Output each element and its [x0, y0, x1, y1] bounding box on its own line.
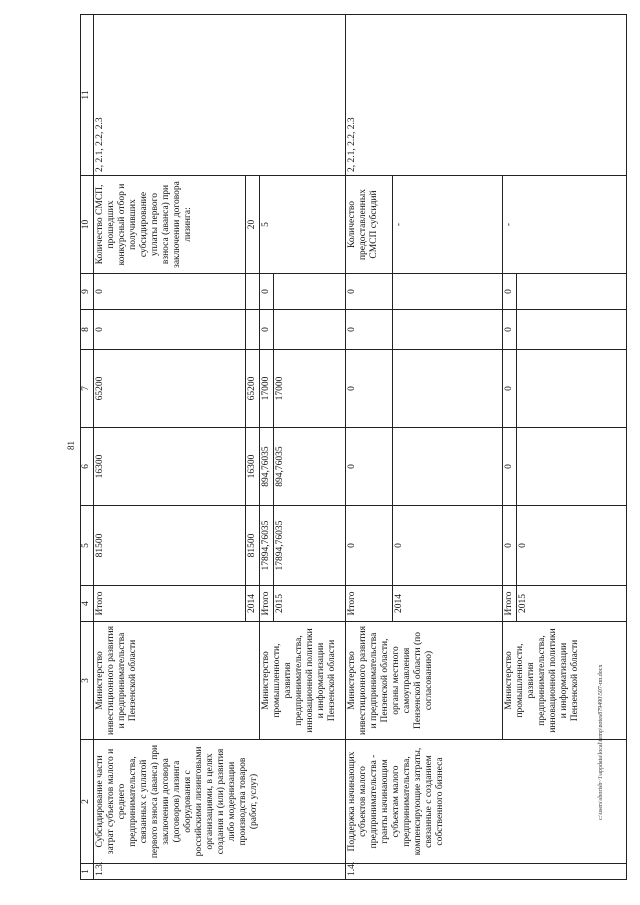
header-cell: 7 [81, 350, 94, 428]
amount-regional: 0 [346, 350, 393, 428]
amount-other: 0 [346, 274, 393, 310]
header-cell: 9 [81, 274, 94, 310]
header-cell: 1 [81, 864, 94, 880]
header-cell: 10 [81, 176, 94, 274]
indicator-cell: Количество СМСП, прошедших конкурсный отбор и получивших субсидирование уплаты первого взноса (аванса) при заключении договора лизинга: [94, 176, 246, 274]
amount-federal: 0 [503, 428, 517, 506]
amount-total: 0 [393, 506, 503, 586]
amount-federal [393, 428, 503, 506]
amount-federal: 16300 [246, 428, 260, 506]
executor-cell: Министерство инвестиционного развития и предпринимательства Пензенской области, органы местного самоуправления Пензенской области (по согласованию) [346, 622, 503, 740]
measure-cell: Субсидирование части затрат субъектов малого и среднего предпринимательства, связанных с уплатой первого взноса (аванса) при заключении договора (договоров) лизинга оборудования с российскими лизинговыми организациями, в целях создания и (или) развития либо модернизации производства товаров (работ, услуг) [94, 740, 346, 864]
amount-local: 0 [94, 310, 246, 350]
year-cell: 2014 [393, 586, 503, 622]
header-cell: 5 [81, 506, 94, 586]
amount-total: 0 [346, 506, 393, 586]
amount-local [393, 310, 503, 350]
indicator-refs: 2, 2.1, 2.2, 2.3 [346, 15, 627, 176]
amount-federal: 16300 [94, 428, 246, 506]
amount-regional: 0 [503, 350, 517, 428]
table-row [94, 15, 246, 880]
header-cell: 2 [81, 740, 94, 864]
indicator-value: 5 [260, 176, 346, 274]
file-path-footer: c:\users\sborisb~1\appdata\local\temp\notes879490\507-пп.docx [598, 664, 604, 820]
amount-other [517, 274, 627, 310]
item-number: 1.4. [346, 864, 627, 880]
executor-cell: Министерство промышленности, развития предпринимательства, инновационной политики и информатизации Пензенской области [503, 622, 627, 740]
amount-federal [517, 428, 627, 506]
indicator-cell: Количество предоставленных СМСП субсидий [346, 176, 393, 274]
table-row [346, 15, 393, 880]
year-cell: Итого [346, 586, 393, 622]
year-cell: 2014 [246, 586, 260, 622]
executor-cell: Министерство промышленности, развития предпринимательства, инновационной политики и информатизации Пензенской области [260, 622, 346, 740]
amount-other [274, 274, 346, 310]
amount-total: 0 [503, 506, 517, 586]
amount-regional: 17000 [274, 350, 346, 428]
amount-regional [517, 350, 627, 428]
amount-regional: 65200 [246, 350, 260, 428]
amount-local [517, 310, 627, 350]
header-cell: 3 [81, 622, 94, 740]
amount-local: 0 [346, 310, 393, 350]
header-row [81, 15, 94, 880]
amount-federal: 894,76035 [274, 428, 346, 506]
amount-other [246, 274, 260, 310]
year-cell: 2015 [274, 586, 346, 622]
amount-regional [393, 350, 503, 428]
amount-total: 81500 [94, 506, 246, 586]
page-number: 81 [66, 441, 76, 450]
header-cell: 8 [81, 310, 94, 350]
header-cell: 4 [81, 586, 94, 622]
amount-regional: 65200 [94, 350, 246, 428]
amount-local: 0 [503, 310, 517, 350]
year-cell: Итого [503, 586, 517, 622]
amount-federal: 0 [346, 428, 393, 506]
year-cell: Итого [94, 586, 246, 622]
indicator-value: - [503, 176, 627, 274]
indicator-refs: 2, 2.1, 2.2, 2.3 [94, 15, 346, 176]
amount-local [274, 310, 346, 350]
amount-total: 17894,76035 [274, 506, 346, 586]
executor-cell: Министерство инвестиционного развития и предпринимательства Пензенской области [94, 622, 260, 740]
header-cell: 6 [81, 428, 94, 506]
program-table [80, 14, 627, 880]
header-cell: 11 [81, 15, 94, 176]
amount-local: 0 [260, 310, 274, 350]
amount-other: 0 [260, 274, 274, 310]
year-cell: 2015 [517, 586, 627, 622]
amount-federal: 894,76035 [260, 428, 274, 506]
amount-other [393, 274, 503, 310]
amount-total: 0 [517, 506, 627, 586]
year-cell: Итого [260, 586, 274, 622]
measure-cell: Поддержка начинающих субъектов малого предпринимательства - гранты начинающим субъектам малого предпринимательства, компенсирующие затраты, связанные с созданием собственного бизнеса [346, 740, 627, 864]
amount-total: 81500 [246, 506, 260, 586]
amount-other: 0 [503, 274, 517, 310]
amount-regional: 17000 [260, 350, 274, 428]
rotated-table-wrapper [80, 15, 600, 880]
amount-local [246, 310, 260, 350]
amount-total: 17894,76035 [260, 506, 274, 586]
indicator-value: 20 [246, 176, 260, 274]
item-number: 1.3. [94, 864, 346, 880]
amount-other: 0 [94, 274, 246, 310]
indicator-value: - [393, 176, 503, 274]
